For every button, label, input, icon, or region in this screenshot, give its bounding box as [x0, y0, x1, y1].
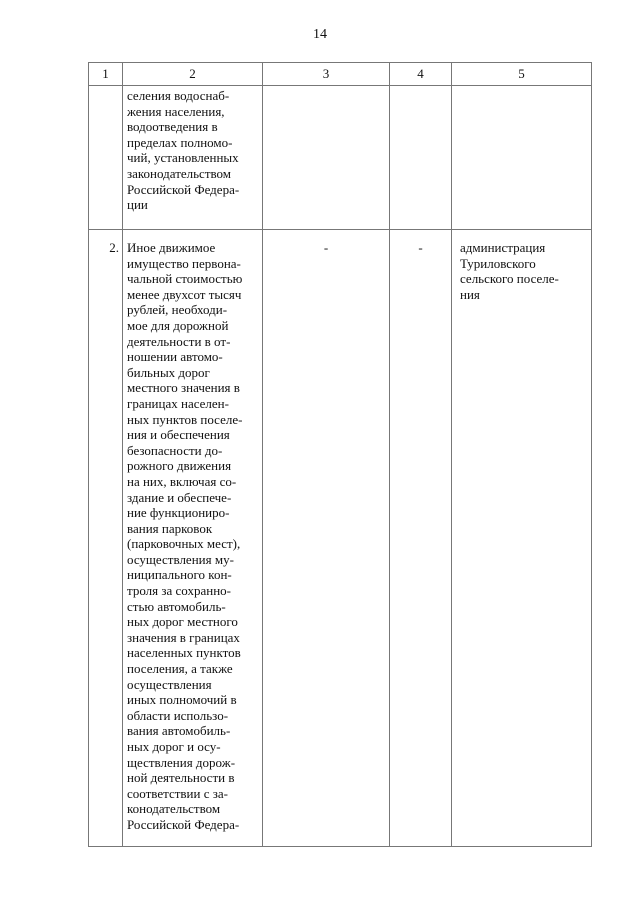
text-line: бильных дорог [127, 364, 210, 380]
column-header: 1 [89, 63, 123, 86]
text-line: осуществления [127, 676, 212, 692]
text-line: пределах полномо- [127, 134, 233, 150]
column-header: 5 [452, 63, 592, 86]
holder-cell [452, 86, 592, 230]
holder-cell [452, 230, 592, 847]
property-name-lines [127, 88, 259, 213]
text-line: границах населен- [127, 395, 229, 411]
text-line: мое для дорожной [127, 317, 229, 333]
text-line: местного значения в [127, 380, 240, 396]
text-line: имущество первона- [127, 255, 241, 271]
column-header: 2 [123, 63, 263, 86]
text-line: вания автомобиль- [127, 723, 231, 739]
col3-cell: - [263, 230, 390, 847]
text-line: троля за сохранно- [127, 583, 231, 599]
col4-cell: - [390, 230, 452, 847]
property-name-lines [127, 240, 259, 833]
property-name-cell [123, 230, 263, 847]
text-line: жения населения, [127, 103, 225, 119]
text-line: на них, включая со- [127, 473, 237, 489]
column-header: 4 [390, 63, 452, 86]
text-line: иных полномочий в [127, 692, 237, 708]
text-line: ния и обеспечения [127, 427, 230, 443]
text-line: соответствии с за- [127, 785, 228, 801]
text-line: населенных пунктов [127, 645, 241, 661]
property-name-cell [123, 86, 263, 230]
row-number-cell: 2. [89, 230, 123, 847]
text-line: ных пунктов поселе- [127, 411, 243, 427]
text-line: ных дорог местного [127, 614, 238, 630]
text-line: законодательством [127, 165, 232, 181]
text-line: селения водоснаб- [127, 88, 230, 103]
text-line: стью автомобиль- [127, 598, 226, 614]
text-line: Иное движимое [127, 240, 216, 255]
text-line: значения в границах [127, 629, 240, 645]
text-line: водоотведения в [127, 119, 218, 135]
text-line: ние функциониро- [127, 505, 230, 521]
text-line: конодательством [127, 801, 221, 817]
text-line: чий, установленных [127, 150, 239, 166]
text-line: Туриловского [460, 255, 536, 271]
text-line: ния [460, 286, 480, 302]
text-line: сельского поселе- [460, 271, 559, 287]
text-line: Российской Федера- [127, 181, 240, 197]
text-line: ществления дорож- [127, 754, 236, 770]
row-number-cell [89, 86, 123, 230]
text-line: чальной стоимостью [127, 271, 243, 287]
col3-cell [263, 86, 390, 230]
text-line: администрация [460, 240, 546, 255]
holder-lines [460, 240, 587, 302]
col4-cell [390, 86, 452, 230]
text-line: поселения, а также [127, 661, 233, 677]
text-line: ниципального кон- [127, 567, 232, 583]
text-line: ных дорог и осу- [127, 739, 221, 754]
text-line: Российской Федера- [127, 816, 240, 832]
text-line: ной деятельности в [127, 770, 235, 786]
text-line: осуществления му- [127, 551, 234, 567]
text-line: рожного движения [127, 458, 232, 474]
text-line: менее двухсот тысяч [127, 286, 242, 302]
table-row [89, 230, 592, 847]
text-line: ношении автомо- [127, 349, 223, 365]
text-line: области использо- [127, 707, 229, 723]
text-line: (парковочных мест), [127, 536, 241, 552]
text-line: деятельности в от- [127, 333, 231, 349]
text-line: безопасности до- [127, 442, 223, 458]
page-number: 14 [313, 27, 327, 42]
text-line: ции [127, 197, 148, 213]
table-header-row [89, 63, 592, 86]
column-header: 3 [263, 63, 390, 86]
text-line: здание и обеспече- [127, 489, 232, 505]
text-line: вания парковок [127, 520, 213, 536]
text-line: рублей, необходи- [127, 302, 228, 318]
property-table [88, 62, 592, 847]
table-row [89, 86, 592, 230]
